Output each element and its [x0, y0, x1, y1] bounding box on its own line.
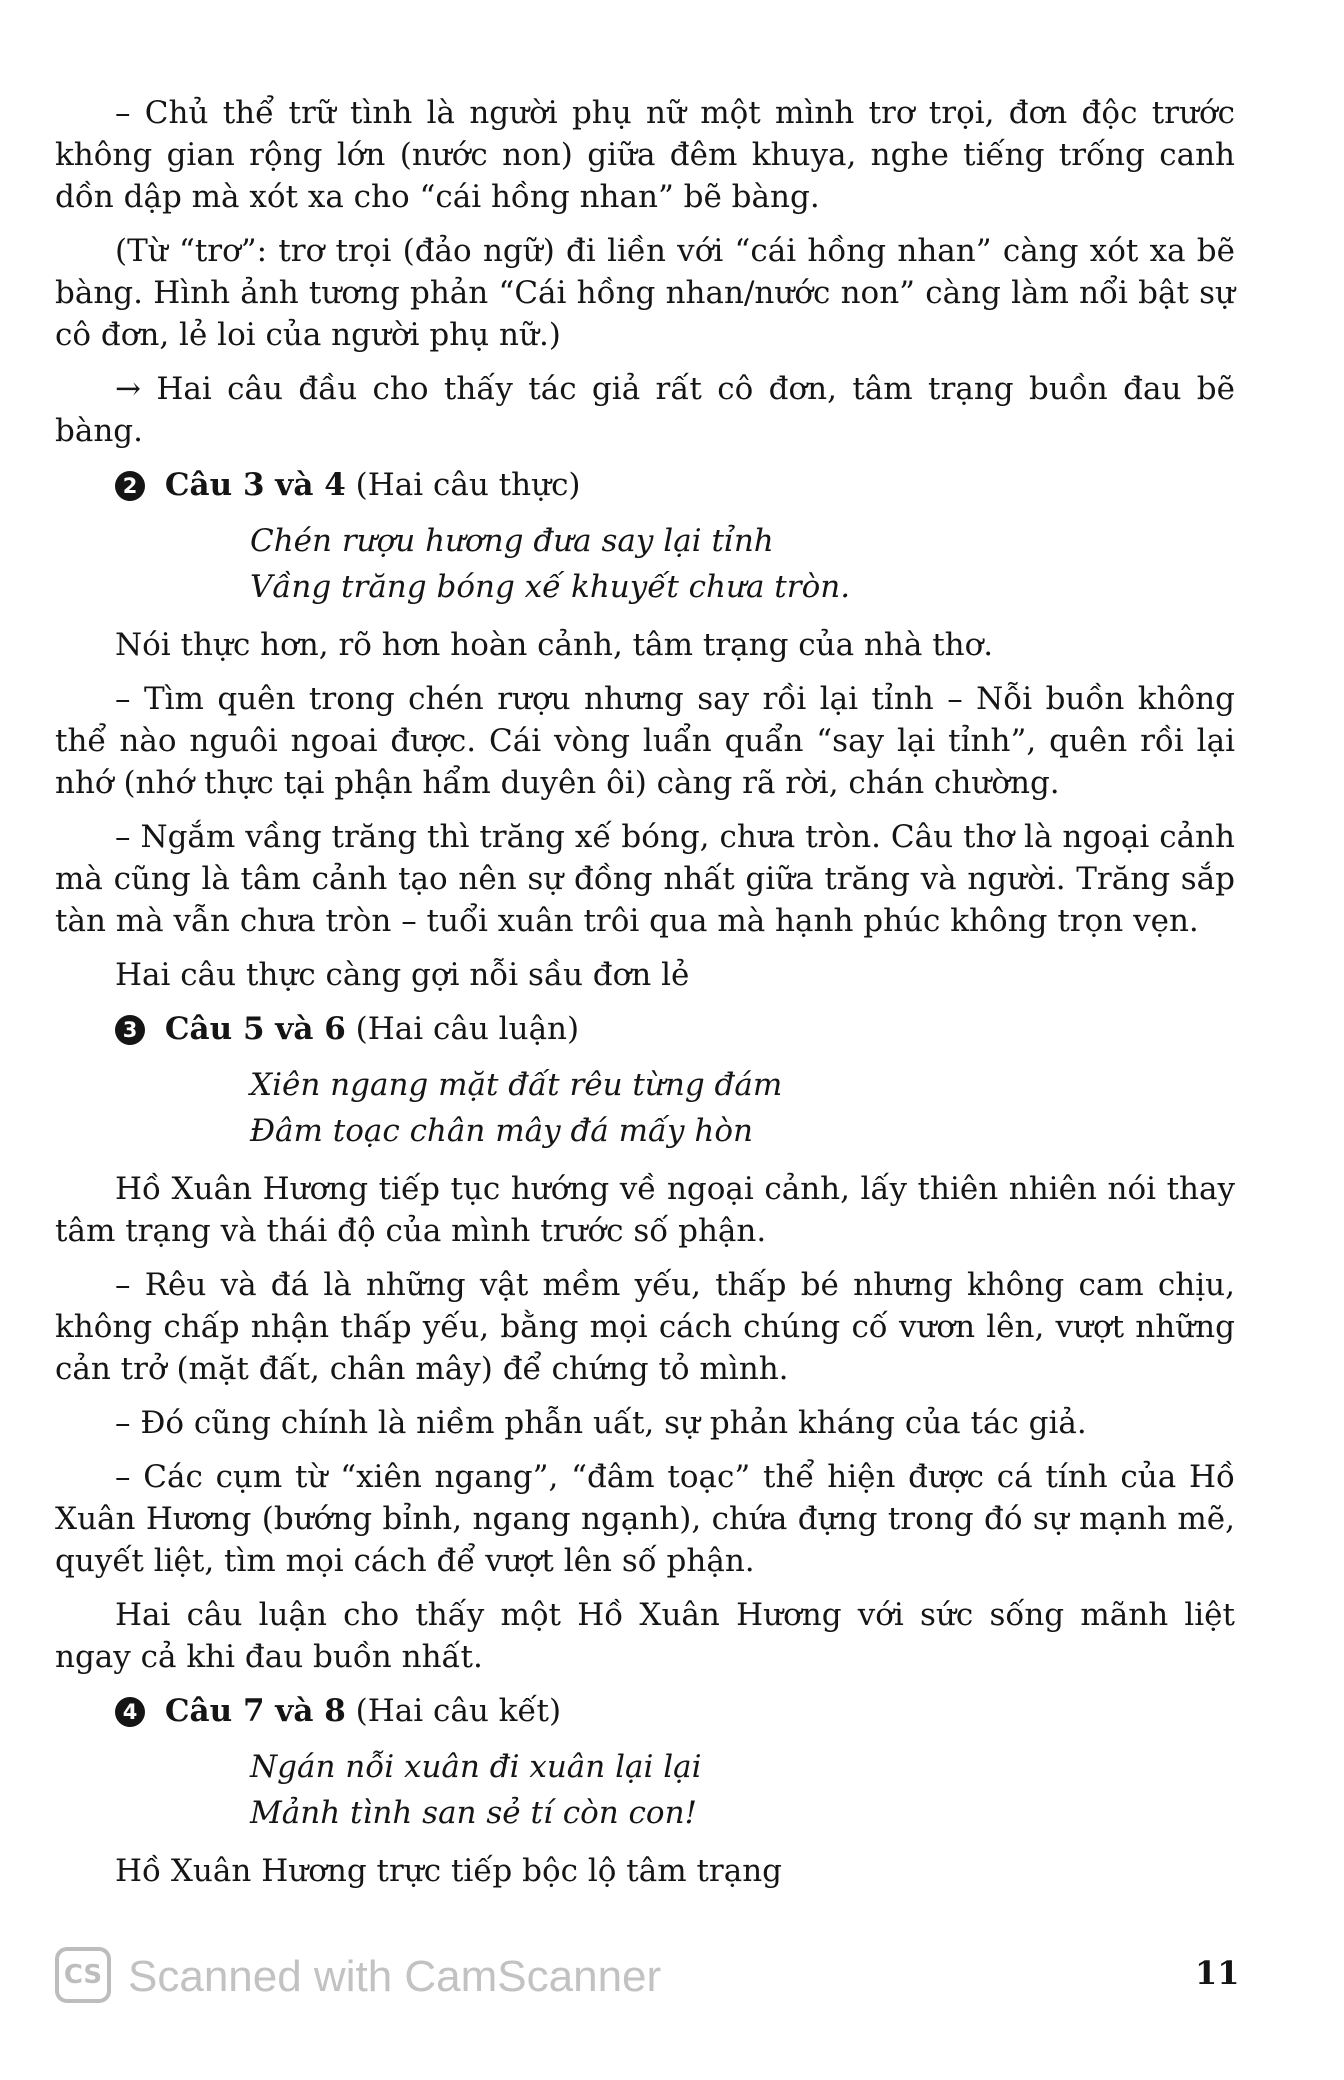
number-badge: 3	[115, 1015, 145, 1045]
page-content	[55, 92, 1235, 1904]
paragraph: – Các cụm từ “xiên ngang”, “đâm toạc” thể hiện được cá tính của Hồ Xuân Hương (bướng bỉnh, ngang ngạnh), chứa đựng trong đó sự mạnh mẽ, quyết liệt, tìm mọi cách để vượt lên số phận.	[55, 1459, 1235, 1579]
section-note: (Hai câu luận)	[355, 1011, 580, 1047]
poem-line: Đâm toạc chân mây đá mấy hòn	[250, 1113, 753, 1149]
poem-line: Vầng trăng bóng xế khuyết chưa tròn.	[250, 569, 851, 605]
paragraph: (Từ “trơ”: trơ trọi (đảo ngữ) đi liền với “cái hồng nhan” càng xót xa bẽ bàng. Hình ảnh tương phản “Cái hồng nhan/nước non” càng làm nổi bật sự cô đơn, lẻ loi của người phụ nữ.)	[55, 233, 1235, 353]
paragraph: Hai câu luận cho thấy một Hồ Xuân Hương với sức sống mãnh liệt ngay cả khi đau buồn nhất.	[55, 1597, 1235, 1675]
section-heading-3	[55, 1008, 1235, 1050]
section-label: Câu 5 và 6	[164, 1011, 346, 1047]
paragraph: – Ngắm vầng trăng thì trăng xế bóng, chưa tròn. Câu thơ là ngoại cảnh mà cũng là tâm cảnh tạo nên sự đồng nhất giữa trăng và người. Trăng sắp tàn mà vẫn chưa tròn – tuổi xuân trôi qua mà hạnh phúc không trọn vẹn.	[55, 819, 1235, 939]
number-badge: 2	[115, 471, 145, 501]
paragraph: – Tìm quên trong chén rượu nhưng say rồi lại tỉnh – Nỗi buồn không thể nào nguôi ngoai được. Cái vòng luẩn quẩn “say lại tỉnh”, quên rồi lại nhớ (nhớ thực tại phận hẩm duyên ôi) càng rã rời, chán chường.	[55, 681, 1235, 801]
poem-line: Xiên ngang mặt đất rêu từng đám	[250, 1067, 783, 1103]
paragraph: Hồ Xuân Hương trực tiếp bộc lộ tâm trạng	[115, 1853, 783, 1889]
section-note: (Hai câu kết)	[355, 1693, 562, 1729]
paragraph: Hai câu thực càng gợi nỗi sầu đơn lẻ	[115, 957, 690, 993]
section-label: Câu 3 và 4	[164, 467, 346, 503]
paragraph: – Đó cũng chính là niềm phẫn uất, sự phản kháng của tác giả.	[115, 1405, 1087, 1441]
poem-block	[55, 1062, 1235, 1154]
page-number: 11	[1195, 1954, 1240, 1992]
poem-block	[55, 1744, 1235, 1836]
paragraph: → Hai câu đầu cho thấy tác giả rất cô đơn, tâm trạng buồn đau bẽ bàng.	[55, 371, 1235, 449]
poem-line: Mảnh tình san sẻ tí còn con!	[250, 1795, 698, 1831]
section-label: Câu 7 và 8	[164, 1693, 346, 1729]
paragraph: Nói thực hơn, rõ hơn hoàn cảnh, tâm trạng của nhà thơ.	[115, 627, 994, 663]
poem-line: Ngán nỗi xuân đi xuân lại lại	[250, 1749, 702, 1785]
paragraph: Hồ Xuân Hương tiếp tục hướng về ngoại cảnh, lấy thiên nhiên nói thay tâm trạng và thái độ của mình trước số phận.	[55, 1171, 1235, 1249]
section-heading-2	[55, 464, 1235, 506]
poem-block	[55, 518, 1235, 610]
paragraph: – Rêu và đá là những vật mềm yếu, thấp bé nhưng không cam chịu, không chấp nhận thấp yếu, bằng mọi cách chúng cố vươn lên, vượt những cản trở (mặt đất, chân mây) để chứng tỏ mình.	[55, 1267, 1235, 1387]
scanner-watermark: Scanned with CamScanner	[128, 1952, 662, 2001]
poem-line: Chén rượu hương đưa say lại tỉnh	[250, 523, 774, 559]
section-note: (Hai câu thực)	[355, 467, 581, 503]
camscanner-logo-icon: CS	[55, 1947, 111, 2003]
page-footer	[0, 1935, 1344, 2015]
paragraph: – Chủ thể trữ tình là người phụ nữ một mình trơ trọi, đơn độc trước không gian rộng lớn (nước non) giữa đêm khuya, nghe tiếng trống canh dồn dập mà xót xa cho “cái hồng nhan” bẽ bàng.	[55, 95, 1235, 215]
section-heading-4	[55, 1690, 1235, 1732]
number-badge: 4	[115, 1697, 145, 1727]
